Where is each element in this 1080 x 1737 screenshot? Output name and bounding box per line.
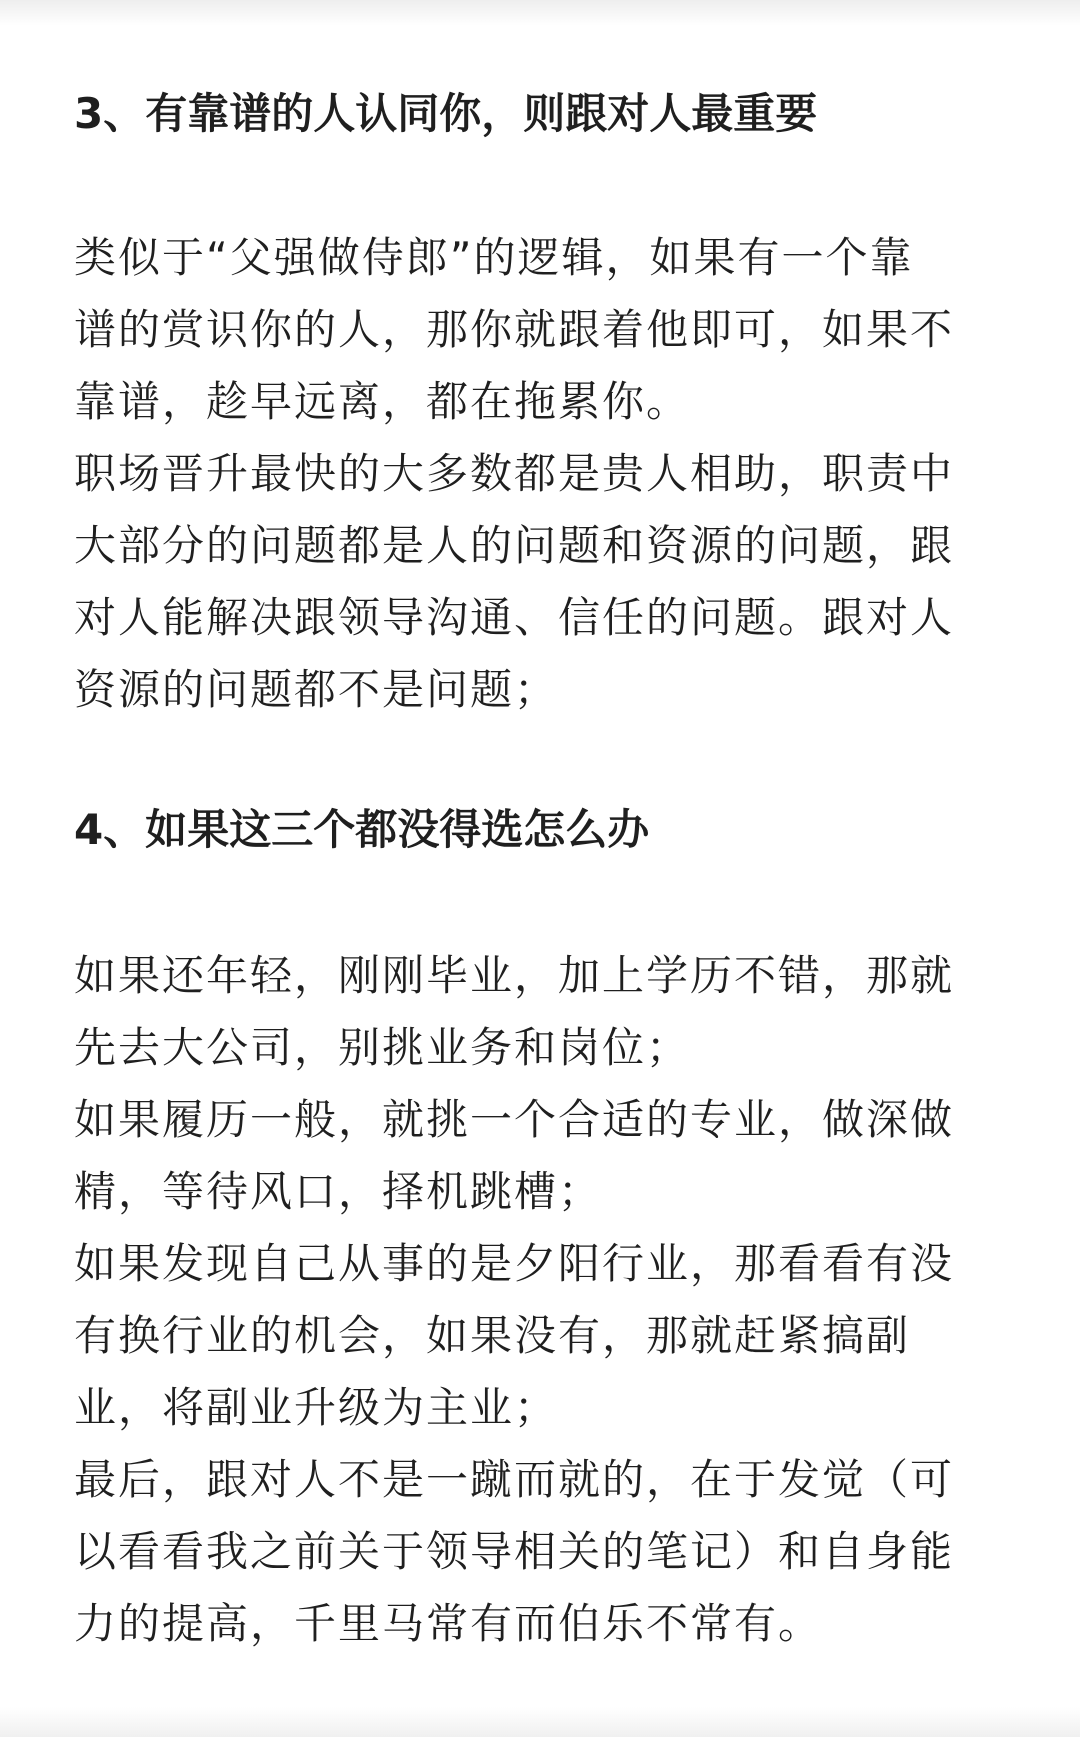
section-4-paragraph-2: 如果履历一般，就挑一个合适的专业，做深做 精，等待风口，择机跳槽；	[74, 1095, 955, 1216]
top-edge-shadow	[0, 0, 1080, 26]
bottom-edge-shadow	[0, 1707, 1080, 1737]
section-3-paragraph-2: 职场晋升最快的大多数都是贵人相助，职责中 大部分的问题都是人的问题和资源的问题，跟 对人能解决跟领导沟通、信任的问题。跟对人 资源的问题都不是问题；	[74, 449, 955, 714]
section-4-paragraph-4: 最后，跟对人不是一蹴而就的，在于发觉（可 以看看我之前关于领导相关的笔记）和自身能 力的提高，千里马常有而伯乐不常有。	[74, 1455, 955, 1648]
section-4-heading: 4、如果这三个都没得选怎么办	[74, 805, 650, 854]
section-4-paragraph-1: 如果还年轻，刚刚毕业，加上学历不错，那就 先去大公司，别挑业务和岗位；	[74, 951, 955, 1072]
section-3-heading: 3、有靠谱的人认同你，则跟对人最重要	[74, 89, 818, 138]
section-3-paragraph-1: 类似于“父强做侍郎”的逻辑，如果有一个靠 谱的赏识你的人，那你就跟着他即可，如果不 靠谱，趁早远离，都在拖累你。	[74, 233, 955, 426]
section-4-paragraph-3: 如果发现自己从事的是夕阳行业，那看看有没 有换行业的机会，如果没有，那就赶紧搞副 业，将副业升级为主业；	[74, 1239, 955, 1432]
